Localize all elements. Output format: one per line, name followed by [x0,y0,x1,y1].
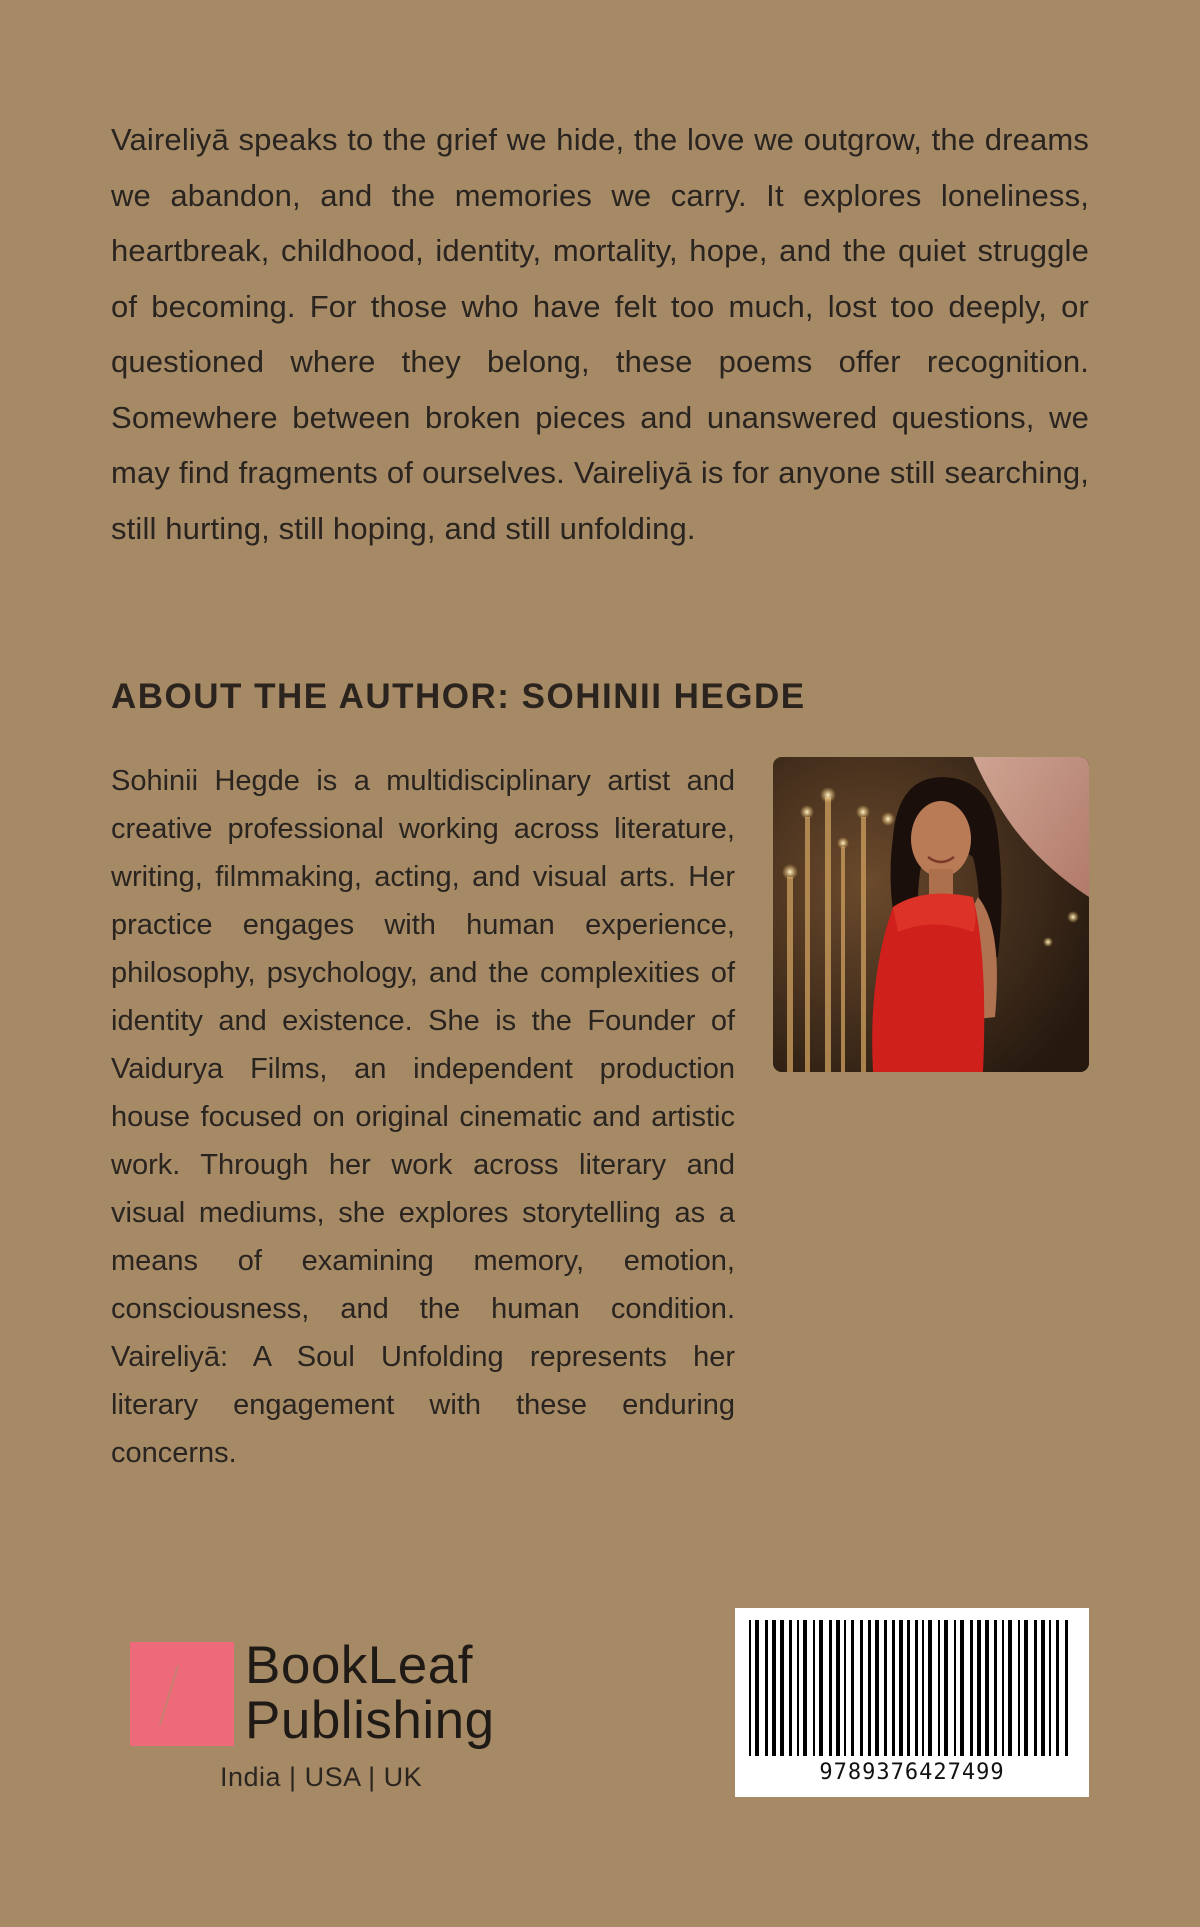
barcode-bar [892,1620,895,1756]
barcode-bar [765,1620,768,1756]
barcode-bar [1056,1620,1059,1756]
barcode-bar [819,1620,823,1756]
barcode-bar [1049,1620,1051,1756]
barcode-bar [803,1620,807,1756]
publisher-regions: India | USA | UK [220,1762,423,1792]
barcode-bar [755,1620,759,1756]
barcode-bar [954,1620,956,1756]
barcode-bar [1018,1620,1020,1756]
barcode-bar [875,1620,879,1756]
barcode-bar [1034,1620,1037,1756]
barcode-bar [928,1620,932,1756]
barcode-bar [1008,1620,1012,1756]
author-bio: Sohinii Hegde is a multidisciplinary artist and creative professional working across literature, writing, filmmaking, acting, and visual arts. Her practice engages with human experience, philosophy, psychology, and the complexities of identity and existence. She is the Founder of Vaidurya Films, an independent production house focused on original cinematic and artistic work. Through her work across literary and visual mediums, she explores storytelling as a means of examining memory, emotion, consciousness, and the human condition. Vaireliyā: A Soul Unfolding represents her literary engagement with these enduring concerns. [111,765,735,1469]
isbn-number: 9789376427499 [819,1760,1005,1785]
author-portrait-icon [773,757,1089,1072]
barcode-bar [1002,1620,1004,1756]
barcode-bar [938,1620,940,1756]
barcode-icon [749,1620,1075,1756]
barcode-bar [994,1620,997,1756]
barcode-bar [797,1620,799,1756]
barcode-bar [899,1620,903,1756]
barcode-bar [884,1620,887,1756]
barcode-bar [829,1620,832,1756]
back-cover-blurb: Vaireliyā speaks to the grief we hide, the love we outgrow, the dreams we abandon, and the memories we carry. It explores loneliness, heartbreak, childhood, identity, mortality, hope, and the quiet struggle of becoming. For those who have felt too much, lost too deeply, or questioned where they belong, these poems offer recognition. Somewhere between broken pieces and unanswered questions, we may find fragments of ourselves. Vaireliyā is for anyone still searching, still hurting, still hoping, and still unfolding. [111,122,1089,546]
publisher-name-line1: BookLeaf [245,1636,473,1695]
barcode-bar [789,1620,792,1756]
barcode-bar [985,1620,989,1756]
barcode-bar [868,1620,871,1756]
barcode-bar [944,1620,948,1756]
author-photo [773,757,1089,1072]
barcode-bar [772,1620,776,1756]
barcode-bar [844,1620,846,1756]
barcode-bar [813,1620,815,1756]
barcode-bar [922,1620,924,1756]
barcode-bar [960,1620,964,1756]
barcode-bar [1041,1620,1045,1756]
barcode-bar [749,1620,751,1756]
barcode-bar [907,1620,910,1756]
publisher-block [130,1638,510,1798]
isbn-barcode [735,1608,1089,1797]
barcode-bar [860,1620,863,1756]
barcode-bar [851,1620,854,1756]
bookleaf-logo-icon [130,1642,234,1746]
barcode-bar [1065,1620,1068,1756]
publisher-name [245,1638,495,1748]
about-author-heading: ABOUT THE AUTHOR: SOHINII HEGDE [111,677,806,716]
barcode-bar [915,1620,918,1756]
publisher-name-line2: Publishing [245,1691,495,1750]
barcode-bar [1024,1620,1028,1756]
barcode-bar [836,1620,840,1756]
barcode-bar [970,1620,973,1756]
barcode-bar [977,1620,981,1756]
barcode-bar [780,1620,784,1756]
logo-slash-icon [159,1665,179,1725]
